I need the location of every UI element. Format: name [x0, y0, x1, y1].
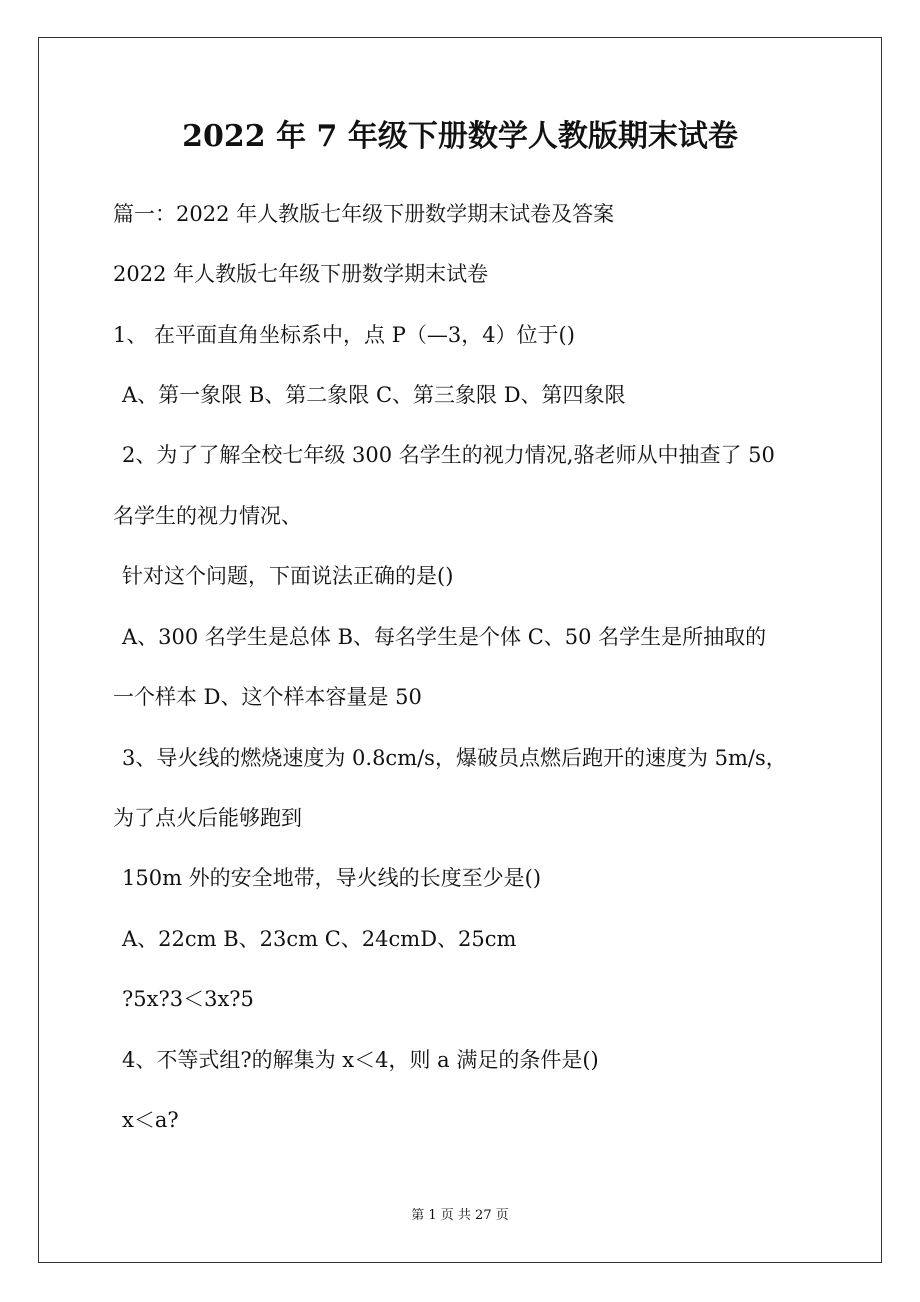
subtitle: 2022 年人教版七年级下册数学期末试卷 [113, 262, 489, 286]
page-number: 第 1 页 共 27 页 [411, 1208, 509, 1223]
question-4-inequality-1: ?5x?3＜3x?5 [122, 987, 254, 1011]
question-3-stem-cont: 为了点火后能够跑到 [113, 806, 302, 830]
section-heading: 篇一：2022 年人教版七年级下册数学期末试卷及答案 [113, 202, 615, 226]
question-2-stem-cont: 名学生的视力情况、 [113, 504, 302, 528]
question-1-options: A、第一象限 B、第二象限 C、第三象限 D、第四象限 [122, 383, 626, 407]
question-4-inequality-2: x＜a? [122, 1108, 179, 1132]
document-title: 2022 年 7 年级下册数学人教版期末试卷 [182, 119, 738, 154]
question-3-options: A、22cm B、23cm C、24cmD、25cm [122, 927, 517, 951]
question-3-prompt: 150m 外的安全地带，导火线的长度至少是() [122, 866, 542, 890]
question-4-stem: 4、不等式组?的解集为 x＜4，则 a 满足的条件是() [122, 1048, 599, 1072]
question-2-prompt: 针对这个问题，下面说法正确的是() [122, 564, 454, 588]
question-2-stem: 2、为了了解全校七年级 300 名学生的视力情况,骆老师从中抽查了 50 [122, 443, 775, 467]
question-2-options: A、300 名学生是总体 B、每名学生是个体 C、50 名学生是所抽取的 [122, 625, 767, 649]
question-2-options-cont: 一个样本 D、这个样本容量是 50 [113, 685, 422, 709]
question-3-stem: 3、导火线的燃烧速度为 0.8cm/s，爆破员点燃后跑开的速度为 5m/s， [122, 746, 787, 770]
question-1-stem: 1、 在平面直角坐标系中，点 P（—3，4）位于() [113, 323, 575, 347]
